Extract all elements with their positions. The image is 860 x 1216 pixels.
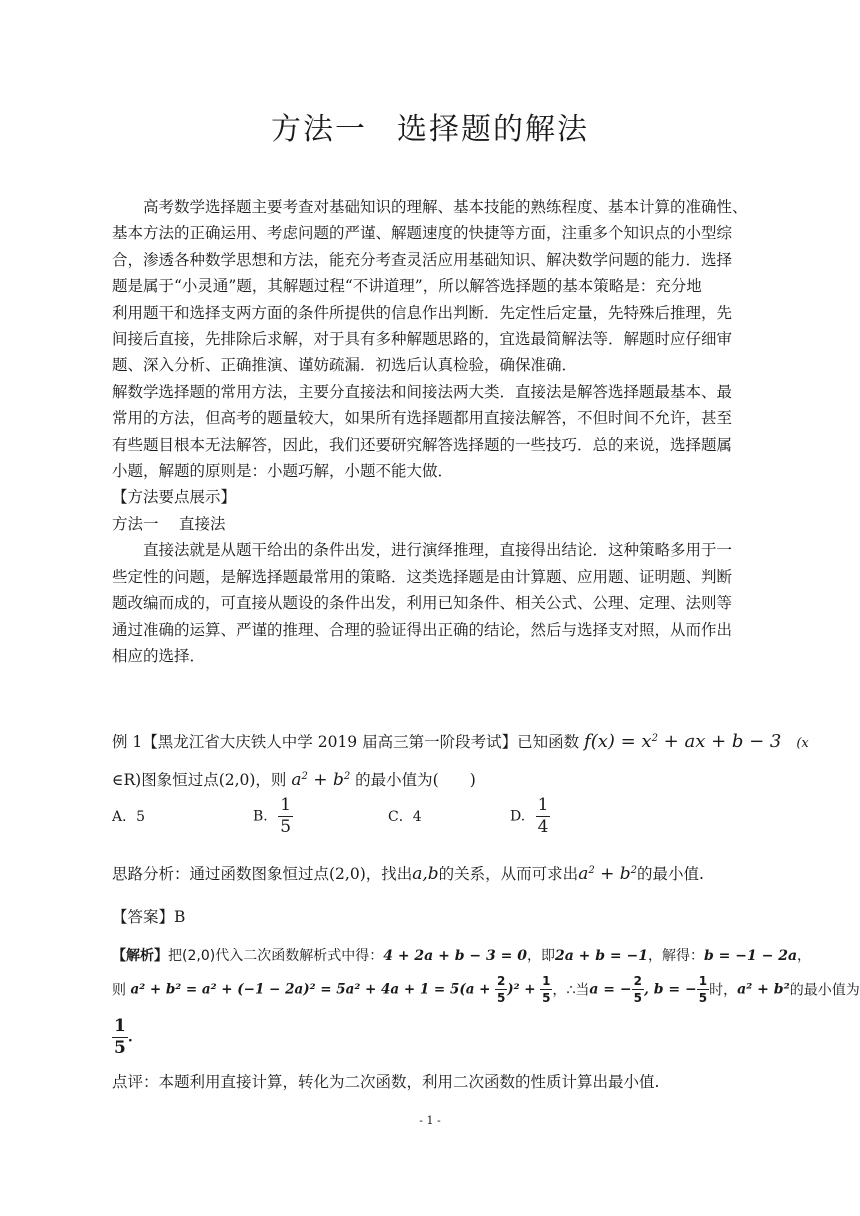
intro-line: 小题，解题的原则是：小题巧解，小题不能大做．: [112, 462, 454, 481]
option-d: D. $\frac{1}{4}$: [510, 795, 549, 837]
page-title: [0, 104, 860, 148]
answer-line: 【答案】B: [112, 908, 186, 926]
intro-line: 基本方法的正确运用、考虑问题的严谨、解题速度的快捷等方面，注重多个知识点的小型综: [112, 224, 733, 243]
example-line-2: ∈R)图象恒过点(2,0)，则 $a^2 + b^2$ 的最小值为( ): [112, 770, 476, 790]
intro-line: 合，渗透各种数学思想和方法，能充分考查灵活应用基础知识、解决数学问题的能力．选择: [112, 250, 733, 269]
intro-line: 题、深入分析、正确推演、谨妨疏漏．初选后认真检验，确保准确．: [112, 356, 578, 375]
option-b: B. $\frac{1}{5}$: [253, 795, 292, 837]
option-c: C．4: [388, 809, 422, 825]
title-part-2: 选择题的解法: [397, 112, 589, 147]
analysis-line: 思路分析：通过函数图象恒过点(2,0)，找出a,b的关系，从而可求出$a^2 + b^2$的最小值.: [112, 864, 704, 884]
solution-line-2: 则 a² + b² = a² + (−1 − 2a)² = 5a² + 4a + 1 = 5(a + $\frac{2}{5}$ )² + $\frac{1}{5}$ ，∴当a = − $\frac{2}{5}$ , b = − $\frac{1}{5}$ 时，a² + b²的最小值为: [112, 974, 860, 1005]
solution-result: $\frac{1}{5}$ .: [114, 1016, 133, 1058]
intro-line: 题是属于“小灵通”题，其解题过程“不讲道理”，所以解答选择题的基本策略是：充分地: [112, 277, 702, 296]
intro-line: 常用的方法，但高考的题量较大，如果所有选择题都用直接法解答，不但时间不允许，甚至: [112, 409, 733, 428]
direct-line: 题改编而成的，可直接从题设的条件出发，利用已知条件、相关公式、公理、定理、法则等: [112, 594, 733, 613]
intro-line: 高考数学选择题主要考查对基础知识的理解、基本技能的熟练程度、基本计算的准确性、: [143, 198, 748, 216]
method-heading: 方法一 直接法: [112, 514, 226, 533]
intro-line: 间接后直接，先排除后求解，对于具有多种解题思路的，宜选最简解法等．解题时应仔细审: [112, 330, 733, 349]
comment-line: 点评：本题利用直接计算，转化为二次函数，利用二次函数的性质计算出最小值.: [112, 1073, 660, 1091]
intro-line: 利用题干和选择支两方面的条件所提供的信息作出判断．先定性后定量，先特殊后推理，先: [112, 303, 733, 322]
solution-line-1: 【解析】把(2,0)代入二次函数解析式中得：4 + 2a + b − 3 = 0，即2a + b = −1，解得：b = −1 − 2a，: [112, 948, 812, 964]
intro-section: [112, 194, 748, 669]
direct-line: 些定性的问题，是解选择题最常用的策略．这类选择题是由计算题、应用题、证明题、判断: [112, 567, 733, 586]
direct-line: 相应的选择．: [112, 646, 206, 665]
section-heading: 【方法要点展示】: [112, 488, 237, 507]
intro-line: 有些题目根本无法解答，因此，我们还要研究解答选择题的一些技巧．总的来说，选择题属: [112, 435, 733, 454]
example-line-1: 例 1【黑龙江省大庆铁人中学 2019 届高三第一阶段考试】已知函数 $f(x) = x^2$ + ax + b − 3 (x: [112, 731, 809, 752]
title-part-1: 方法一: [271, 112, 367, 147]
intro-line: 解数学选择题的常用方法，主要分直接法和间接法两大类．直接法是解答选择题最基本、最: [112, 382, 733, 401]
direct-line: 通过准确的运算、严谨的推理、合理的验证得出正确的结论，然后与选择支对照，从而作出: [112, 620, 733, 639]
direct-line: 直接法就是从题干给出的条件出发，进行演绎推理，直接得出结论．这种策略多用于一: [143, 541, 733, 560]
option-a: A．5: [112, 809, 146, 825]
page-number: - 1 -: [419, 1114, 441, 1127]
